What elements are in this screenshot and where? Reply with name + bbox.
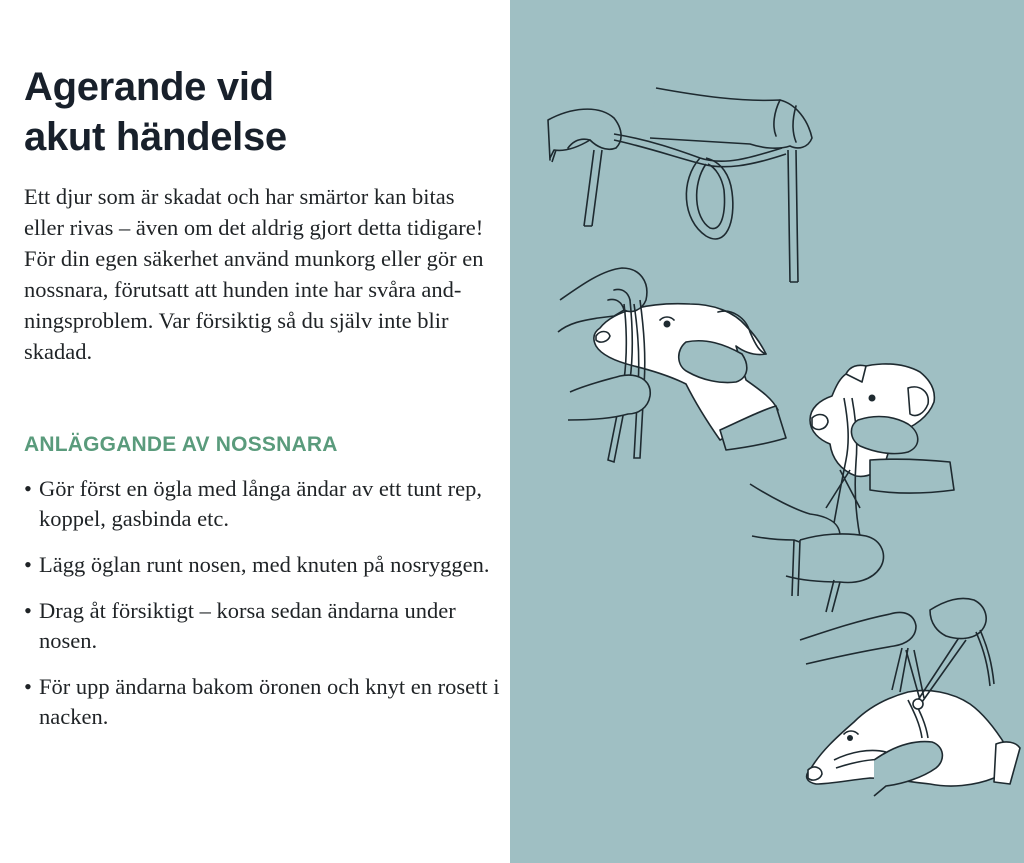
list-item [24,550,504,580]
step-list [24,474,504,748]
tie-bow-illustration [800,598,1020,796]
page-title [24,62,494,162]
title-line-1: Agerande vid [24,65,274,109]
section-heading: ANLÄGGANDE AV NOSSNARA [24,433,338,456]
title-line-2: akut händelse [24,115,287,159]
step-text: Gör först en ögla med långa ändar av ett tunt rep, koppel, gasbinda etc. [39,476,482,531]
bullet: • [24,674,32,699]
step-text: För upp ändarna bakom öronen och knyt en rosett i nacken. [39,674,500,729]
nose-loop-illustration [558,268,786,462]
loop-illustration [548,88,812,282]
intro-paragraph: Ett djur som är skadat och har smärtor kan bitas eller rivas – även om det aldrig gjort detta tidigare! För din egen säkerhet använd munkorg eller gör en nossnara, förutsatt att hunden inte har svåra and-ningsproblem. Var försiktig så du själv inte blir skadad. [24,184,484,364]
bullet: • [24,552,32,577]
text-column [0,0,510,863]
list-item [24,672,504,732]
step-text: Drag åt försiktigt – korsa sedan ändarna under nosen. [39,598,456,653]
cross-ends-illustration [750,364,954,612]
illustration-panel [510,0,1024,863]
bullet: • [24,476,32,501]
bullet: • [24,598,32,623]
illustration-svg [510,0,1024,863]
list-item [24,596,504,656]
list-item [24,474,504,534]
step-text: Lägg öglan runt nosen, med knuten på nosryggen. [39,552,490,577]
